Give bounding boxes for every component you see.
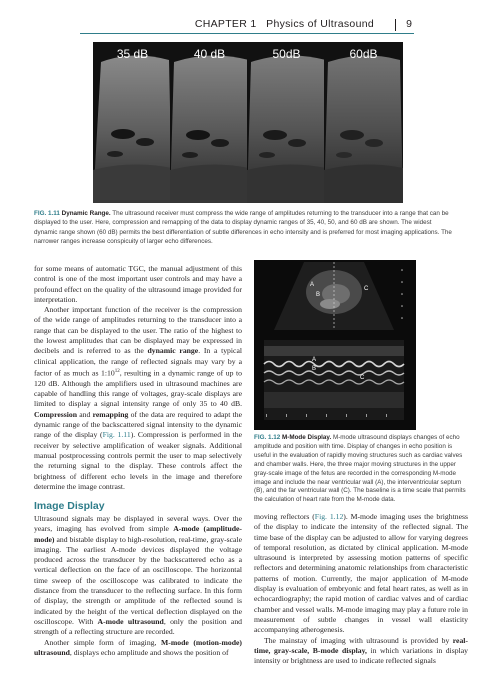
text-run: , displays echo amplitude and shows the position of (69, 647, 229, 657)
figure-title: Dynamic Range. (61, 210, 111, 217)
bold-term: A-mode (amplitude-mode) (34, 524, 242, 544)
text-run: moving reflectors ( (254, 512, 315, 521)
panel-label-50db: 50dB (272, 47, 301, 61)
figure-1-12-caption (254, 434, 468, 505)
marker-c-upper: C (364, 286, 369, 292)
figure-1-12-image (254, 260, 416, 430)
text-run: ). Compression is performed in the receiver by selective amplification of weaker signals. Additional manual postprocessing controls permit the user to map selectively the returning signal to the display. These controls affect the brightness of different echo levels in the image and therefore determine the image contrast. (34, 430, 242, 491)
chapter-name: Physics of Ultrasound (266, 18, 374, 30)
paragraph (34, 305, 242, 492)
figure-1-11-caption (34, 209, 452, 246)
body-column-left-top (34, 264, 242, 492)
marker-a-upper: A (310, 282, 315, 288)
section-heading: Image Display (34, 500, 105, 512)
body-column-right (254, 512, 468, 666)
text-run: , only the position and strength of a reflecting structure are recorded. (34, 616, 243, 637)
marker-a-lower: A (312, 357, 317, 363)
header-divider (395, 19, 396, 31)
panel-60db (324, 42, 403, 203)
text-run: ). M-mode imaging uses the brightness of the display to indicate the intensity of the reflected signal. The time base of the display can be adjusted to allow for varying degrees of temporal resolution, as dictated by clinical application. M-mode ultrasound is interpreted by assessing motion patterns of specific reflectors and determining anatomic relationships from characteristic patterns of motion. Currently, the major application of M-mode display is evaluation of embryonic and fetal heart rates, as well as in echocardiography; the rapid motion of cardiac valves and of cardiac chamber and vessel walls. M-mode imaging may play a future role in measurement of subtle changes in vessel wall elasticity accompanying atherogenesis. (254, 512, 468, 635)
figure-number: FIG. 1.12 (254, 434, 281, 441)
marker-b-lower: B (312, 366, 317, 372)
header-rule (80, 33, 414, 34)
text-run: Ultrasound signals may be displayed in several ways. Over the years, imaging has evolved from simple (34, 514, 242, 534)
paragraph (254, 512, 468, 636)
bold-term: real-time, gray-scale, B-mode display, (254, 635, 468, 655)
figure-reference-link[interactable]: Fig. 1.11 (102, 430, 131, 440)
mmode-graphic (254, 260, 416, 430)
text-run: Another important function of the receiver is the compression of the wide range of amplitudes returning to the transducer into a range that can be displayed to the user. The ratio of the highest to the lowest amplitudes that can be displayed may be expressed in decibels and is referred to as the (34, 305, 242, 356)
paragraph: for some means of automatic TGC, the manual adjustment of this control is one of the most important user controls and may have a profound effect on the quality of the ultrasound image provided for interpretation. (34, 264, 242, 304)
figure-title: M-Mode Display. (282, 434, 332, 441)
text-run: The mainstay of imaging with ultrasound is provided by (264, 635, 453, 645)
caption-text: The ultrasound receiver must compress the wide range of amplitudes returning to the transducer into a range that can be displayed to the user. Here, compression and remapping of the data to display dynamic ranges of 35, 40, 50, and 60 dB are shown. The widest dynamic range shown (60 dB) permits the best differentiation of subtle differences in echo intensity and is preferred for most imaging applications. The narrower ranges increase conspicuity of larger echo differences. (34, 210, 452, 245)
panel-35db (93, 42, 172, 203)
bold-term: A-mode ultrasound (97, 616, 164, 626)
panel-label-40db: 40 dB (193, 47, 226, 61)
chapter-title (195, 18, 374, 30)
paragraph (254, 636, 468, 667)
body-column-left-bottom (34, 514, 242, 658)
text-run: . In a typical clinical application, the range of reflected signals may vary by a factor of as much as 1:10 (34, 346, 242, 378)
running-header (80, 18, 466, 32)
panel-50db (247, 42, 326, 203)
chapter-label: CHAPTER 1 (194, 18, 257, 30)
figure-number: FIG. 1.11 (34, 210, 60, 217)
paragraph (34, 514, 242, 638)
text-run: and bistable display to high-resolution, real-time, gray-scale imaging. The earliest A-mode devices displayed the voltage produced across the transducer by the backscattered echo as a vertical deflection on the face of an oscilloscope. The horizontal time sweep of the oscilloscope was calibrated to indicate the distance from the transducer to the reflecting surface. In this form of display, the strength or amplitude of the reflected sound is indicated by the height of the vertical deflection displayed on the oscilloscope. With (34, 534, 242, 626)
bold-term: dynamic range (147, 346, 199, 356)
text-run: of the data are required to adapt the dynamic range of the backscattered signal intensity to the dynamic range of the display ( (34, 409, 242, 440)
page-number: 9 (406, 18, 412, 30)
superscript: 12 (114, 368, 120, 374)
panel-label-60db: 60dB (349, 47, 378, 61)
figure-1-11-image (93, 42, 403, 203)
panel-label-35db: 35 dB (116, 47, 149, 61)
figure-reference-link[interactable]: Fig. 1.12 (314, 512, 344, 521)
bold-term: Compression (34, 409, 77, 419)
text-run: , resulting in a dynamic range of up to 120 dB. Although the amplifiers used in ultrasound machines are capable of handling this range of voltages, gray-scale displays are limited to display a signal intensity range of only 35 to 40 dB. (34, 368, 242, 409)
caption-text: M-mode ultrasound displays changes of echo amplitude and position with time. Display of changes in echo position is useful in the evaluation of rapidly moving structures such as cardiac valves and chamber walls. Here, the three major moving structures in the upper gray-scale image of the fetus are recorded in the corresponding M-mode image and include the near ventricular wall (A), the interventricular septum (B), and the far ventricular wall (C). The baseline is a time scale that permits the calculation of heart rate from the M-mode data. (254, 434, 466, 504)
paragraph (34, 638, 242, 659)
text-run: and (77, 409, 93, 419)
marker-b-upper: B (316, 292, 321, 298)
text-run: in which variations in display intensity or brightness are used to indicate reflected signals (254, 645, 468, 666)
panel-40db (170, 42, 249, 203)
text-run: Another simple form of imaging, (44, 637, 161, 647)
marker-c-lower: C (360, 375, 365, 381)
bold-term: M-mode (motion-mode) ultrasound (34, 637, 242, 657)
bold-term: remapping (92, 409, 129, 419)
